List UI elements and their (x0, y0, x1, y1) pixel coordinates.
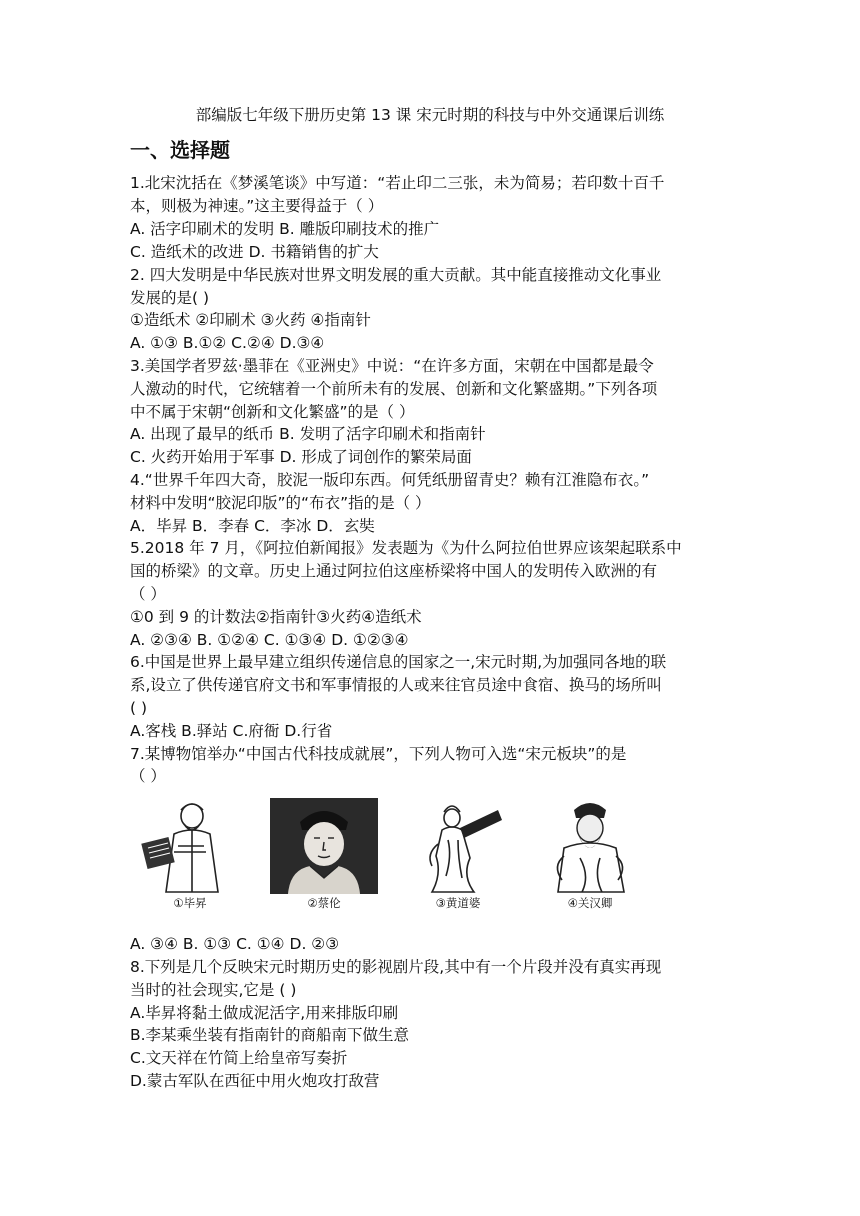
option-line: A. ①③ B.①② C.②④ D.③④ (130, 334, 325, 352)
question-line: 材料中发明“胶泥印版”的“布衣”指的是（ ） (130, 494, 431, 512)
picture-huang-daopo (402, 796, 514, 910)
question-line: 3.美国学者罗兹·墨菲在《亚洲史》中说：“在许多方面，宋朝在中国都是最令 (130, 357, 654, 375)
option-line: A.客栈 B.驿站 C.府衙 D.行省 (130, 722, 333, 740)
question-line: 国的桥梁》的文章。历史上通过阿拉伯这座桥梁将中国人的发明传入欧洲的有 (130, 562, 658, 580)
portrait-row (130, 796, 650, 914)
option-line: A.毕昇将黏土做成泥活字,用来排版印刷 (130, 1004, 399, 1022)
question-line: 1.北宋沈括在《梦溪笔谈》中写道：“若止印二三张，未为简易；若印数十百千 (130, 174, 665, 192)
picture-cai-lun (268, 796, 380, 910)
question-line: 本，则极为神速。”这主要得益于（ ） (130, 197, 384, 215)
option-line: A．毕昇 B．李春 C．李冰 D．玄奘 (130, 517, 375, 535)
figure-with-book-icon (134, 796, 246, 896)
option-line: D.蒙古军队在西征中用火炮攻打敌营 (130, 1072, 380, 1090)
option-line: A. ③④ B. ①③ C. ①④ D. ②③ (130, 935, 340, 953)
question-line: 发展的是( ) (130, 289, 210, 307)
question-line: ( ) (130, 699, 148, 717)
option-line: C.文天祥在竹简上给皇帝写奏折 (130, 1049, 348, 1067)
option-line: A. 出现了最早的纸币 B. 发明了活字印刷术和指南针 (130, 425, 486, 443)
question-line: 2. 四大发明是中华民族对世界文明发展的重大贡献。其中能直接推动文化事业 (130, 266, 662, 284)
question-line: 人激动的时代，它统辖着一个前所未有的发展、创新和文化繁盛期。”下列各项 (130, 380, 658, 398)
question-line: 8.下列是几个反映宋元时期历史的影视剧片段,其中有一个片段并没有真实再现 (130, 958, 662, 976)
question-line: 7.某博物馆举办“中国古代科技成就展”，下列人物可入选“宋元板块”的是 (130, 745, 627, 763)
option-line: C. 火药开始用于军事 D. 形成了词创作的繁荣局面 (130, 448, 472, 466)
option-line: C. 造纸术的改进 D. 书籍销售的扩大 (130, 243, 379, 261)
section-heading: 一、选择题 (130, 138, 230, 162)
picture-guan-hanqing (534, 796, 646, 910)
question-line: 系,设立了供传递官府文书和军事情报的人或来往官员途中食宿、换马的场所叫 (130, 676, 662, 694)
picture-caption: ③黄道婆 (435, 896, 481, 910)
picture-caption: ④关汉卿 (567, 896, 613, 910)
question-line: ①造纸术 ②印刷术 ③火药 ④指南针 (130, 311, 371, 329)
question-line: （ ） (130, 767, 166, 785)
picture-caption: ①毕昇 (173, 896, 207, 910)
picture-bi-sheng (134, 796, 246, 910)
question-line: 5.2018 年 7 月，《阿拉伯新闻报》发表题为《为什么阿拉伯世界应该架起联系中 (130, 539, 682, 557)
option-line: A. 活字印刷术的发明 B. 雕版印刷技术的推广 (130, 220, 440, 238)
question-line: 4.“世界千年四大奇，胶泥一版印东西。何凭纸册留青史？赖有江淮隐布衣。” (130, 471, 650, 489)
bearded-scholar-icon (534, 796, 646, 896)
question-line: （ ） (130, 585, 166, 603)
picture-caption: ②蔡伦 (307, 896, 341, 910)
question-line: 6.中国是世界上最早建立组织传递信息的国家之一,宋元时期,为加强同各地的联 (130, 653, 667, 671)
question-line: 当时的社会现实,它是 ( ) (130, 981, 297, 999)
question-line: 中不属于宋朝“创新和文化繁盛”的是（ ） (130, 403, 415, 421)
option-line: A. ②③④ B. ①②④ C. ①③④ D. ①②③④ (130, 631, 409, 649)
document-title: 部编版七年级下册历史第 13 课 宋元时期的科技与中外交通课后训练 (195, 106, 665, 124)
woman-figure-icon (402, 796, 514, 896)
portrait-bust-icon (268, 796, 380, 896)
option-line: B.李某乘坐装有指南针的商船南下做生意 (130, 1026, 410, 1044)
question-line: ①0 到 9 的计数法②指南针③火药④造纸术 (130, 608, 422, 626)
